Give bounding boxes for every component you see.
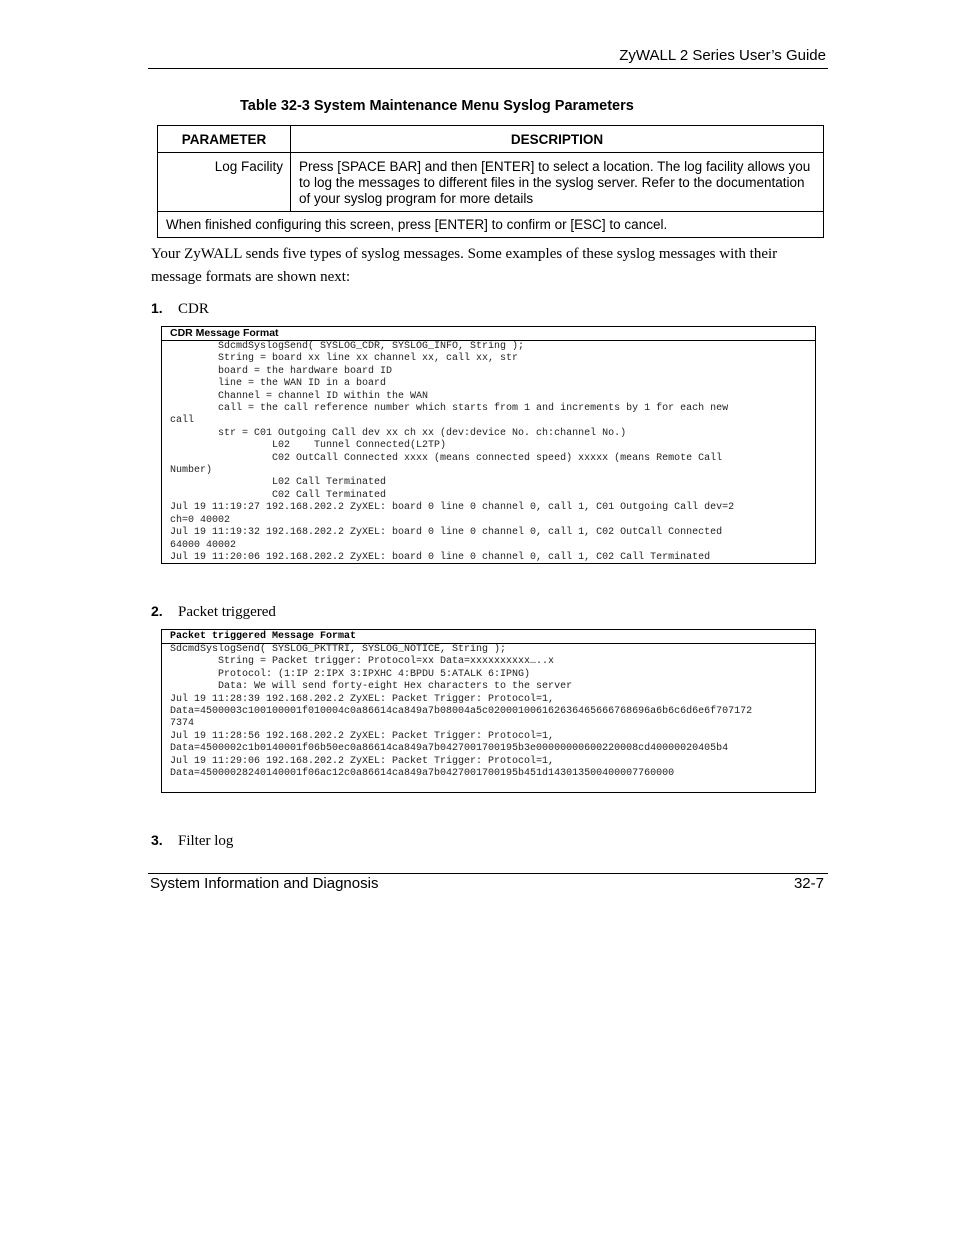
code-block: SdcmdSyslogSend( SYSLOG_CDR, SYSLOG_INFO, String ); String = board xx line xx channel xx, call xx, str board = the hardware board ID line = the WAN ID in a board Channel = channel ID within the WAN call = the call reference number which starts from 1 and increments by 1 for each new call str = C01 Outgoing Call dev xx ch xx (dev:device No. ch:channel No.) L02 Tunnel Connected(L2TP) C02 OutCall Connected xxxx (means connected speed) xxxxx (means Remote Call Number) L02 Call Terminated C02 Call Terminated Jul 19 11:19:27 192.168.202.2 ZyXEL: board 0 line 0 channel 0, call 1, C01 Outgoing Call dev=2 ch=0 40002 Jul 19 11:19:32 192.168.202.2 ZyXEL: board 0 line 0 channel 0, call 1, C02 OutCall Connected 64000 40002 Jul 19 11:20:06 192.168.202.2 ZyXEL: board 0 line 0 channel 0, call 1, C02 Call Terminated (170, 341, 735, 563)
cdr-message-format-box (161, 326, 816, 564)
packet-triggered-message-format-box (161, 629, 816, 793)
column-header-description: DESCRIPTION (291, 126, 824, 153)
list-number: 3. (151, 832, 163, 848)
table-footer-note: When finished configuring this screen, press [ENTER] to confirm or [ESC] to cancel. (158, 212, 824, 238)
column-header-parameter: PARAMETER (158, 126, 291, 153)
list-item-filter-log (151, 832, 233, 850)
list-number: 1. (151, 300, 163, 316)
list-label: Filter log (178, 833, 234, 849)
list-label: CDR (178, 301, 209, 317)
table-row (158, 153, 824, 212)
list-number: 2. (151, 603, 163, 619)
footer-divider (148, 873, 828, 874)
list-item-cdr (151, 300, 209, 318)
code-box-title: CDR Message Format (162, 327, 815, 341)
description-cell: Press [SPACE BAR] and then [ENTER] to select a location. The log facility allows you to log the messages to different files in the syslog server. Refer to the documentation of your syslog program for more details (291, 153, 824, 212)
table-caption: Table 32-3 System Maintenance Menu Syslog Parameters (240, 98, 634, 114)
code-box-title: Packet triggered Message Format (162, 630, 815, 644)
intro-paragraph: Your ZyWALL sends five types of syslog messages. Some examples of these syslog messages with their message formats are shown next: (151, 246, 778, 285)
header-divider (148, 68, 828, 69)
list-item-packet-triggered (151, 603, 276, 621)
table-header-row (158, 126, 824, 153)
syslog-parameters-table (157, 125, 824, 238)
table-footer-row (158, 212, 824, 238)
running-header: ZyWALL 2 Series User’s Guide (619, 47, 826, 64)
code-block: SdcmdSyslogSend( SYSLOG_PKTTRI, SYSLOG_NOTICE, String ); String = Packet trigger: Protocol=xx Data=xxxxxxxxxx…..x Protocol: (1:IP 2:IPX 3:IPXHC 4:BPDU 5:ATALK 6:IPNG) Data: We will send forty-eight Hex characters to the server Jul 19 11:28:39 192.168.202.2 ZyXEL: Packet Trigger: Protocol=1, Data=4500003c100100001f010004c0a86614ca849a7b08004a5c020001006162636465666768696a6b6c6d6e6f707172 7374 Jul 19 11:28:56 192.168.202.2 ZyXEL: Packet Trigger: Protocol=1, Data=4500002c1b0140001f06b50ec0a86614ca849a7b0427001700195b3e00000000600220008cd40000020405b4 Jul 19 11:29:06 192.168.202.2 ZyXEL: Packet Trigger: Protocol=1, Data=45000028240140001f06ac12c0a86614ca849a7b0427001700195b451d143013500400007760000 (170, 644, 753, 780)
page-number: 32-7 (793, 875, 824, 892)
list-label: Packet triggered (178, 604, 276, 620)
parameter-cell: Log Facility (158, 153, 291, 212)
footer-chapter-title: System Information and Diagnosis (150, 875, 379, 892)
